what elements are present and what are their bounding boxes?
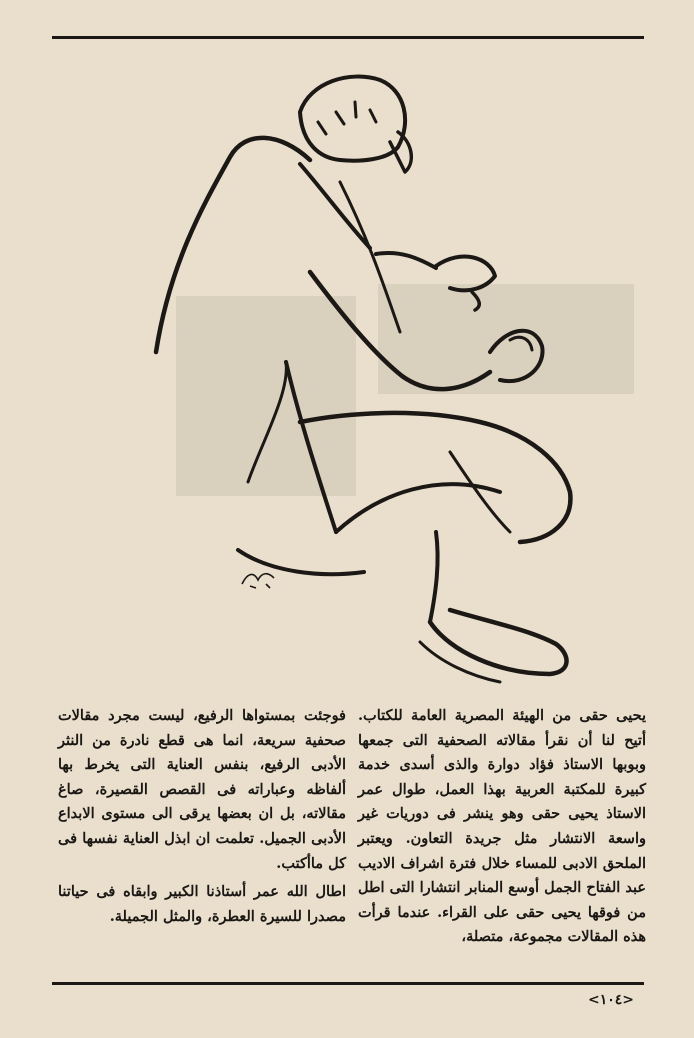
left-hand — [436, 257, 495, 291]
torso-outline — [286, 362, 336, 532]
head-outline — [300, 77, 405, 161]
article-column-left — [58, 704, 346, 929]
bottom-rule — [52, 982, 644, 985]
paragraph: فوجئت بمستواها الرفيع، ليست مجرد مقالات صحفية سريعة، انما هى قطع نادرة من النثر الأدبى الرفيع، بنفس العناية التى يخرط بها ألفاظه وعباراته فى القصص القصيرة، صاغ مقالاته، بل ان بعضها يرقى الى مستوى الابداع الأدبى الجميل. تعلمت ان ابذل العناية نفسها فى كل ماأكتب. — [58, 707, 346, 872]
sketch-illustration — [150, 62, 590, 692]
knee-outline — [300, 413, 570, 542]
page-number: <١٠٤> — [587, 992, 634, 1008]
back-outline — [156, 138, 310, 352]
paragraph: يحيى حقى من الهيئة المصرية العامة للكتاب. أتيح لنا أن نقرأ مقالاته الصحفية التى جمعها وبوبها الاستاذ فؤاد دوارة والذى أسدى خدمة كبيرة للمكتبة العربية بهذا العمل، طوال عمر الاستاذ يحيى حقى وهو ينشر فى دوريات غير واسعة الانتشار مثل جريدة التعاون. ويعتبر الملحق الادبى للمساء خلال فترة اشراف الاديب عبد الفتاح الجمل أوسع المنابر انتشارا التى اطل من فوقها يحيى حقى على القراء. عندما قرأت هذه المقالات مجموعة، متصلة، — [358, 707, 646, 946]
article-column-right — [358, 704, 646, 950]
artist-signature — [240, 566, 280, 590]
paragraph: اطال الله عمر أستاذنا الكبير وابقاه فى حياتنا مصدرا للسيرة العطرة، والمثل الجميلة. — [58, 883, 346, 925]
top-rule — [52, 36, 644, 39]
